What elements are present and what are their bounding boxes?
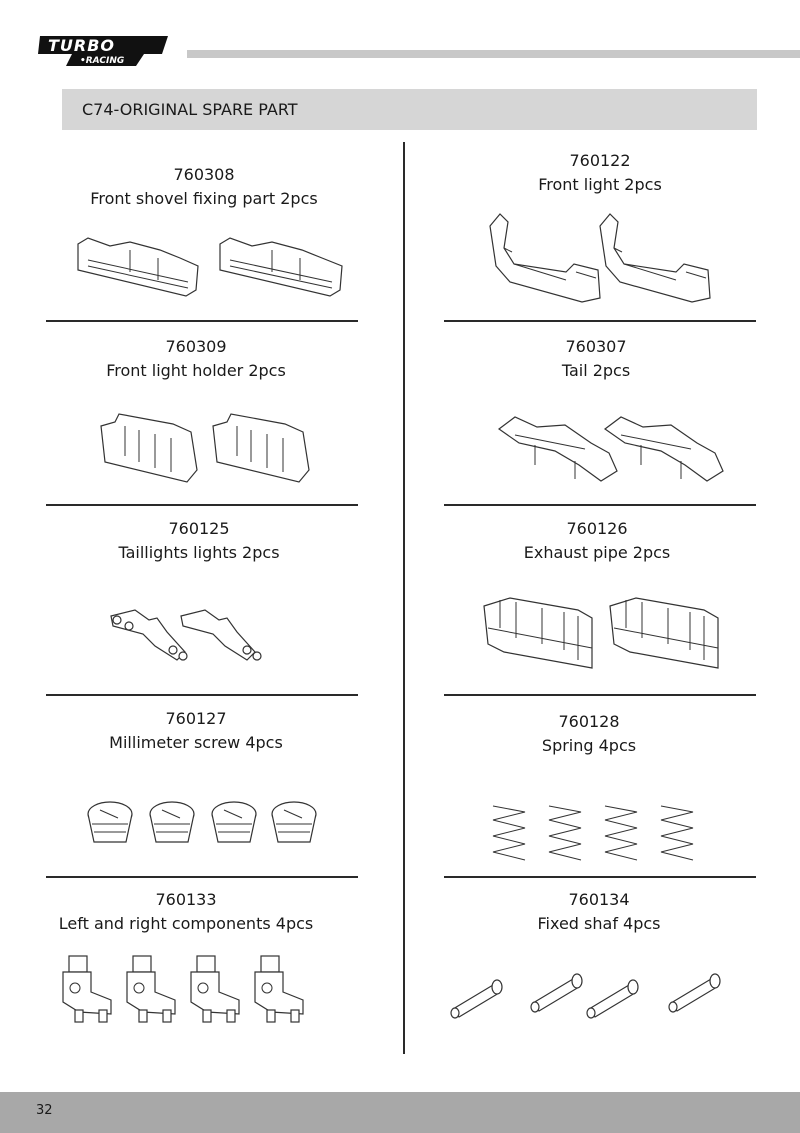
taillights-icon	[105, 600, 285, 670]
part-name: Millimeter screw 4pcs	[109, 733, 283, 752]
tail-icon	[495, 405, 730, 495]
row-divider	[444, 504, 756, 506]
part-code: 760308	[173, 165, 235, 184]
part-name: Left and right components 4pcs	[58, 914, 314, 933]
part-name: Tail 2pcs	[561, 361, 631, 380]
row-divider	[46, 694, 358, 696]
front-shovel-fixing-part-icon	[70, 230, 360, 305]
part-name: Spring 4pcs	[541, 736, 637, 755]
row-divider	[444, 694, 756, 696]
part-760308	[46, 164, 362, 210]
part-code: 760125	[168, 519, 230, 538]
spring-icon	[485, 800, 705, 870]
part-760127	[46, 708, 346, 754]
part-code: 760309	[165, 337, 227, 356]
section-title-bar	[62, 89, 757, 130]
part-760307	[444, 336, 748, 382]
fixed-shaft-icon	[445, 965, 730, 1025]
part-code: 760134	[568, 890, 630, 909]
part-name: Front light holder 2pcs	[106, 361, 286, 380]
page-footer	[0, 1092, 800, 1133]
millimeter-screw-icon	[80, 798, 330, 858]
row-divider	[444, 320, 756, 322]
svg-text:•RACING: •RACING	[80, 56, 125, 66]
part-code: 760126	[566, 519, 628, 538]
left-right-component-icon	[55, 952, 330, 1027]
page-title: C74-ORIGINAL SPARE PART	[82, 100, 298, 119]
row-divider	[46, 320, 358, 322]
part-760134	[444, 889, 754, 935]
row-divider	[46, 876, 358, 878]
part-code: 760128	[558, 712, 620, 731]
part-760122	[444, 150, 756, 196]
part-name: Fixed shaf 4pcs	[537, 914, 661, 933]
turbo-racing-logo	[36, 30, 171, 70]
part-code: 760127	[165, 709, 227, 728]
column-divider	[403, 142, 405, 1054]
part-name: Exhaust pipe 2pcs	[523, 543, 671, 562]
part-name: Front light 2pcs	[538, 175, 662, 194]
row-divider	[46, 504, 358, 506]
part-code: 760307	[565, 337, 627, 356]
part-code: 760133	[155, 890, 217, 909]
part-760133	[36, 889, 336, 935]
row-divider	[444, 876, 756, 878]
front-light-icon	[480, 208, 730, 308]
part-name: Taillights lights 2pcs	[118, 543, 280, 562]
header-rule	[187, 50, 800, 58]
page-number: 32	[36, 1103, 53, 1118]
part-name: Front shovel fixing part 2pcs	[90, 189, 318, 208]
part-760309	[46, 336, 346, 382]
exhaust-pipe-icon	[480, 588, 745, 678]
part-760128	[444, 711, 734, 757]
front-light-holder-icon	[95, 410, 325, 490]
svg-text:TURBO: TURBO	[48, 36, 116, 55]
part-code: 760122	[569, 151, 631, 170]
part-760125	[46, 518, 352, 564]
part-760126	[444, 518, 750, 564]
